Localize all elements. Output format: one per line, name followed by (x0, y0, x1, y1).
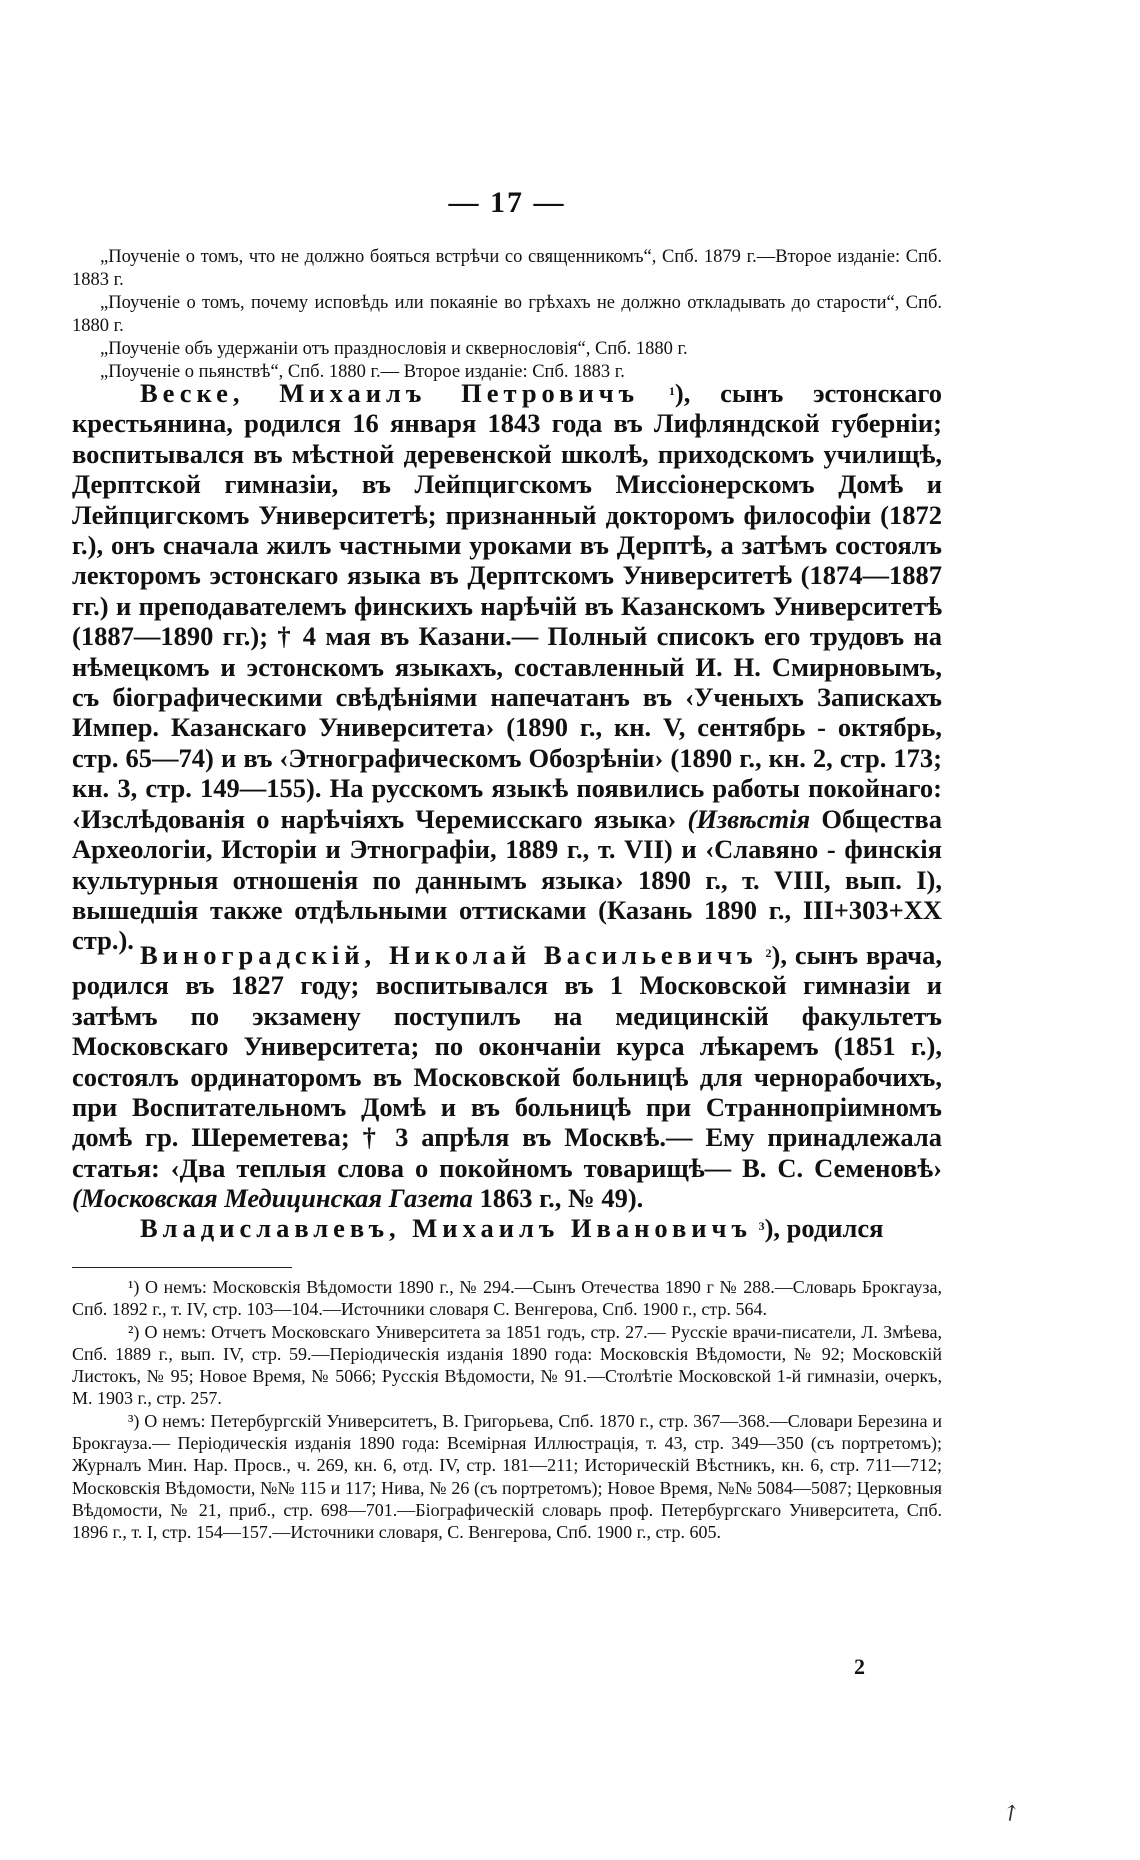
entry-vinogradsky (72, 940, 942, 1214)
page-number: — 17 — (448, 186, 566, 219)
footnote: ²) О немъ: Отчетъ Московскаго Университета за 1851 годъ, стр. 27.— Русскіе врачи-писатели, Л. Змѣева, Спб. 1889 г., вып. IV, стр. 59.—Періодическія изданія 1890 года: Московскія Вѣдомости, № 92; Московскій Листокъ, № 95; Новое Время, № 5066; Русскія Вѣдомости, № 91.—Столѣтіе Московской 1-й гимназіи, очеркъ, М. 1903 г., стр. 257. (72, 1321, 942, 1409)
footnotes (72, 1276, 942, 1544)
bibliography-item: „Поученіе объ удержаніи отъ празднословія и сквернословія“, Спб. 1880 г. (100, 339, 688, 359)
footnote-ref: 3 (758, 1219, 765, 1233)
entry-veske (72, 378, 942, 956)
entry-name: Веске, Михаилъ Петровичъ (140, 378, 640, 408)
entry-italic: (Извѣстія (687, 803, 811, 834)
footnote-ref: 2 (765, 946, 772, 960)
entry-italic: (Московская Медицинская Газета (72, 1183, 473, 1214)
entry-text-continued: 1863 г., № 49). (479, 1183, 644, 1214)
entry-text-continued: Общества Археологіи, Исторіи и Этнографіи, 1889 г., т. VII) и ‹Славяно - финскія культурныя отношенія по даннымъ языка› 1890 г., т. VIII, вып. I), вышедшія также отдѣльными оттисками (Казань 1890 г., III+303+XX стр.). (72, 803, 942, 956)
bibliography-item: „Поученіе о томъ, что не должно бояться встрѣчи со священникомъ“, Спб. 1879 г.—Второе изданіе: Спб. 1883 г. (72, 247, 942, 290)
footnote: ³) О немъ: Петербургскій Университетъ, В. Григорьева, Спб. 1870 г., стр. 367—368.—Словари Березина и Брокгауза.— Періодическія изданія 1890 года: Всемірная Иллюстрація, т. 43, стр. 349—350 (съ портретомъ); Журналъ Мин. Нар. Просв., ч. 269, кн. 6, отд. IV, стр. 181—211; Историческій Вѣстникъ, кн. 6, стр. 711—712; Московскія Вѣдомости, №№ 115 и 117; Нива, № 26 (съ портретомъ); Новое Время, №№ 5084—5087; Церковныя Вѣдомости, № 21, приб., стр. 698—701.—Біографическій словарь проф. Петербургскаго Университета, Спб. 1896 г., т. I, стр. 154—157.—Источники словаря, С. Венгерова, Спб. 1900 г., стр. 605. (72, 1410, 942, 1543)
entry-paragraph (72, 940, 942, 1214)
entry-text: ), сынъ врача, родился въ 1827 году; воспитывался въ 1 Московской гимназіи и затѣмъ по экзамену поступилъ на медицинскій факультетъ Московскаго Университета; по окончаніи курса лѣкаремъ (1851 г.), состоялъ ординаторомъ въ Московской больницѣ для чернорабочихъ, при Воспитательномъ Домѣ и въ больницѣ при Страннопріимномъ домѣ гр. Шереметева; † 3 апрѣля въ Москвѣ.— Ему принадлежала статья: ‹Два теплыя слова о покойномъ товарищѣ— В. С. Семеновѣ› (72, 940, 942, 1183)
bibliography-item: „Поученіе о пьянствѣ“, Спб. 1880 г.— Второе изданіе: Спб. 1883 г. (100, 362, 625, 382)
entry-text: ), родился (764, 1213, 884, 1243)
signature-mark: 2 (854, 1654, 865, 1679)
bibliography-list (72, 246, 942, 384)
entry-vladislavlev (72, 1213, 942, 1243)
entry-paragraph (72, 1213, 942, 1243)
bibliography-item: „Поученіе о томъ, почему исповѣдь или покаяніе во грѣхахъ не должно откладывать до старости“, Спб. 1880 г. (72, 293, 942, 336)
entry-name: Виноградскій, Николай Васильевичъ (140, 940, 758, 970)
entry-paragraph (72, 378, 942, 956)
entry-text: ), сынъ эстонскаго крестьянина, родился 16 января 1843 года въ Лифляндской губерніи; воспитывался въ мѣстной деревенской школѣ, приходскомъ училищѣ, Дерптской гимназіи, въ Лейпцигскомъ Миссіонерскомъ Домѣ и Лейпцигскомъ Университетѣ; признанный докторомъ философіи (1872 г.), онъ сначала жилъ частными уроками въ Дерптѣ, а затѣмъ состоялъ лекторомъ эстонскаго языка въ Дерптскомъ Университетѣ (1874—1887 гг.) и преподавателемъ финскихъ нарѣчій въ Казанскомъ Университетѣ (1887—1890 гг.); † 4 мая въ Казани.— Полный списокъ его трудовъ на нѣмецкомъ и эстонскомъ языкахъ, составленный И. Н. Смирновымъ, съ біографическими свѣдѣніями напечатанъ въ ‹Ученыхъ Запискахъ Импер. Казанскаго Университета› (1890 г., кн. V, сентябрь - октябрь, стр. 65—74) и въ ‹Этнографическомъ Обозрѣніи› (1890 г., кн. 2, стр. 173; кн. 3, стр. 149—155). На русскомъ языкѣ появились работы покойнаго: ‹Изслѣдованія о нарѣчіяхъ Черемисскаго языка› (72, 378, 942, 834)
pencil-mark-icon: ↗ (996, 1797, 1026, 1829)
footnote-divider (72, 1267, 292, 1268)
footnote: ¹) О немъ: Московскія Вѣдомости 1890 г., № 294.—Сынъ Отечества 1890 г № 288.—Словарь Брокгауза, Спб. 1892 г., т. IV, стр. 103—104.—Источники словаря С. Венгерова, Спб. 1900 г., стр. 564. (72, 1277, 942, 1320)
entry-name: Владиславлевъ, Михаилъ Ивановичъ (140, 1213, 752, 1243)
footnote-ref: 1 (668, 384, 675, 398)
